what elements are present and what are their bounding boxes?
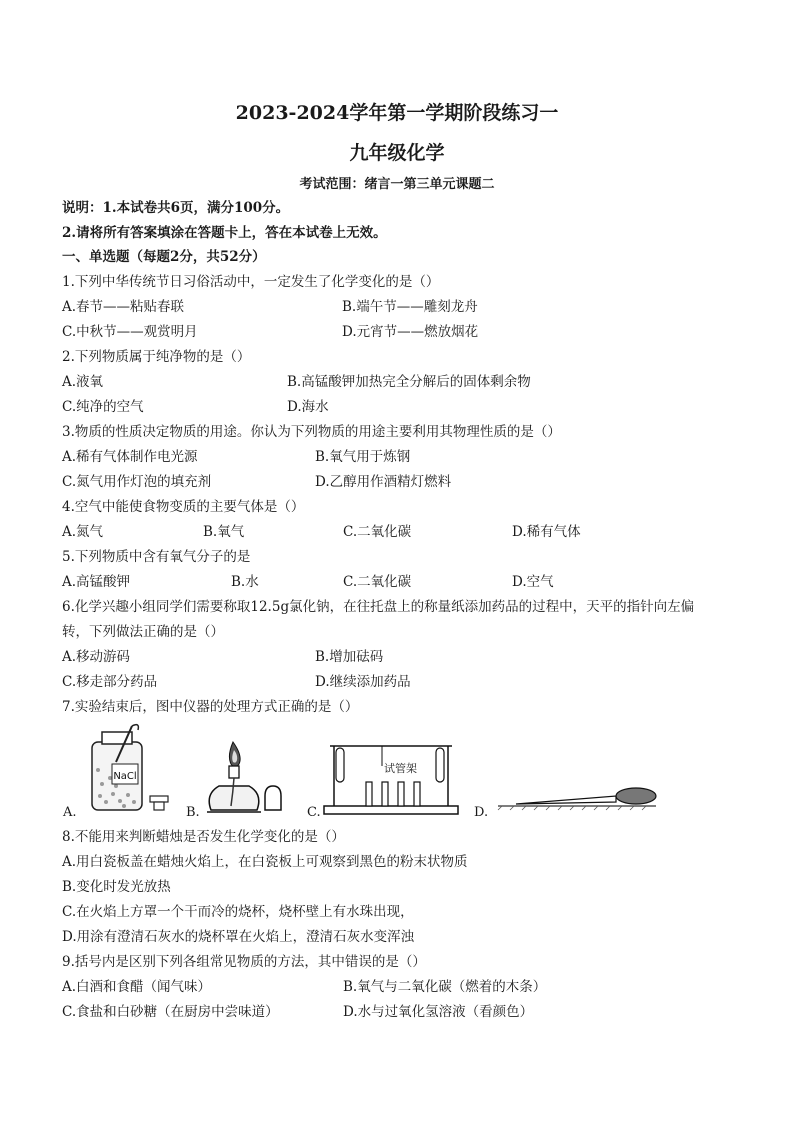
figure-label-a[interactable]: A. (63, 805, 77, 820)
question-1-option-a[interactable]: A.春节——粘贴春联 (62, 299, 185, 315)
figure-label-c[interactable]: C. (307, 805, 321, 820)
question-9-option-a[interactable]: A.白酒和食醋（闻气味） (62, 979, 212, 995)
question-4-option-a[interactable]: A.氮气 (62, 524, 104, 540)
question-8-option-d[interactable]: D.用涂有澄清石灰水的烧杯罩在火焰上，澄清石灰水变浑浊 (62, 929, 415, 945)
question-8-option-a[interactable]: A.用白瓷板盖在蜡烛火焰上，在白瓷板上可观察到黑色的粉末状物质 (62, 854, 468, 870)
exam-scope: 考试范围：绪言一第三单元课题二 (299, 177, 495, 192)
question-2-option-b[interactable]: B.高锰酸钾加热完全分解后的固体剩余物 (287, 374, 531, 390)
question-9-option-b[interactable]: B.氧气与二氧化碳（燃着的木条） (343, 979, 547, 995)
exam-subtitle: 九年级化学 (349, 142, 445, 164)
question-1-option-d[interactable]: D.元宵节——燃放烟花 (342, 324, 479, 340)
question-3-option-b[interactable]: B.氧气用于炼钢 (315, 449, 411, 465)
question-2-option-c[interactable]: C.纯净的空气 (62, 399, 144, 415)
question-4-stem: 4.空气中能使食物变质的主要气体是（） (62, 499, 305, 515)
figure-label-b[interactable]: B. (186, 805, 200, 820)
question-9-stem: 9.括号内是区别下列各组常见物质的方法，其中错误的是（） (62, 954, 426, 970)
question-6-option-d[interactable]: D.继续添加药品 (315, 674, 411, 690)
question-6-option-b[interactable]: B.增加砝码 (315, 649, 384, 665)
question-1-option-b[interactable]: B.端午节——雕刻龙舟 (342, 299, 478, 315)
question-4-option-c[interactable]: C.二氧化碳 (343, 524, 412, 540)
question-6-option-a[interactable]: A.移动游码 (62, 649, 131, 665)
question-8-option-c[interactable]: C.在火焰上方罩一个干而冷的烧杯，烧杯壁上有水珠出现， (62, 904, 414, 920)
question-2-option-a[interactable]: A.液氧 (62, 374, 104, 390)
question-5-option-b[interactable]: B.水 (231, 574, 259, 590)
question-7-stem: 7.实验结束后，图中仪器的处理方式正确的是（） (62, 699, 359, 715)
question-1-stem: 1.下列中华传统节日习俗活动中，一定发生了化学变化的是（） (62, 274, 440, 290)
question-5-option-a[interactable]: A.高锰酸钾 (62, 574, 131, 590)
note-1: 说明：1.本试卷共6页，满分100分。 (62, 200, 290, 216)
alcohol-lamp-icon (203, 736, 295, 820)
question-4-option-d[interactable]: D.稀有气体 (512, 524, 581, 540)
question-5-option-c[interactable]: C.二氧化碳 (343, 574, 412, 590)
rack-label-text: 试管架 (384, 762, 417, 775)
note-2: 2.请将所有答案填涂在答题卡上，答在本试卷上无效。 (62, 225, 387, 241)
question-8-option-b[interactable]: B.变化时发光放热 (62, 879, 171, 895)
section-heading: 一、单选题（每题2分，共52分） (62, 249, 266, 265)
question-8-stem: 8.不能用来判断蜡烛是否发生化学变化的是（） (62, 829, 345, 845)
question-5-stem: 5.下列物质中含有氧气分子的是 (62, 549, 251, 565)
test-tube-rack-icon (322, 736, 462, 820)
reagent-bottle-icon (86, 722, 182, 818)
question-4-option-b[interactable]: B.氧气 (203, 524, 245, 540)
question-3-stem: 3.物质的性质决定物质的用途。你认为下列物质的用途主要利用其物理性质的是（） (62, 424, 561, 440)
question-1-option-c[interactable]: C.中秋节——观赏明月 (62, 324, 198, 340)
question-3-option-d[interactable]: D.乙醇用作酒精灯燃料 (315, 474, 452, 490)
question-3-option-a[interactable]: A.稀有气体制作电光源 (62, 449, 198, 465)
dropper-icon (496, 772, 662, 812)
question-2-stem: 2.下列物质属于纯净物的是（） (62, 349, 251, 365)
exam-title: 2023-2024学年第一学期阶段练习一 (235, 102, 559, 124)
question-6-option-c[interactable]: C.移走部分药品 (62, 674, 158, 690)
bottle-label-text: NaCl (113, 771, 137, 782)
question-2-option-d[interactable]: D.海水 (287, 399, 329, 415)
question-6-stem: 6.化学兴趣小组同学们需要称取12.5g氯化钠，在往托盘上的称量纸添加药品的过程中，天平的指针向左偏 (62, 599, 695, 615)
question-9-option-c[interactable]: C.食盐和白砂糖（在厨房中尝味道） (62, 1004, 279, 1020)
question-9-option-d[interactable]: D.水与过氧化氢溶液（看颜色） (343, 1004, 534, 1020)
question-5-option-d[interactable]: D.空气 (512, 574, 554, 590)
question-6-stem-cont: 转，下列做法正确的是（） (62, 624, 224, 640)
question-3-option-c[interactable]: C.氮气用作灯泡的填充剂 (62, 474, 212, 490)
figure-label-d[interactable]: D. (474, 805, 489, 820)
